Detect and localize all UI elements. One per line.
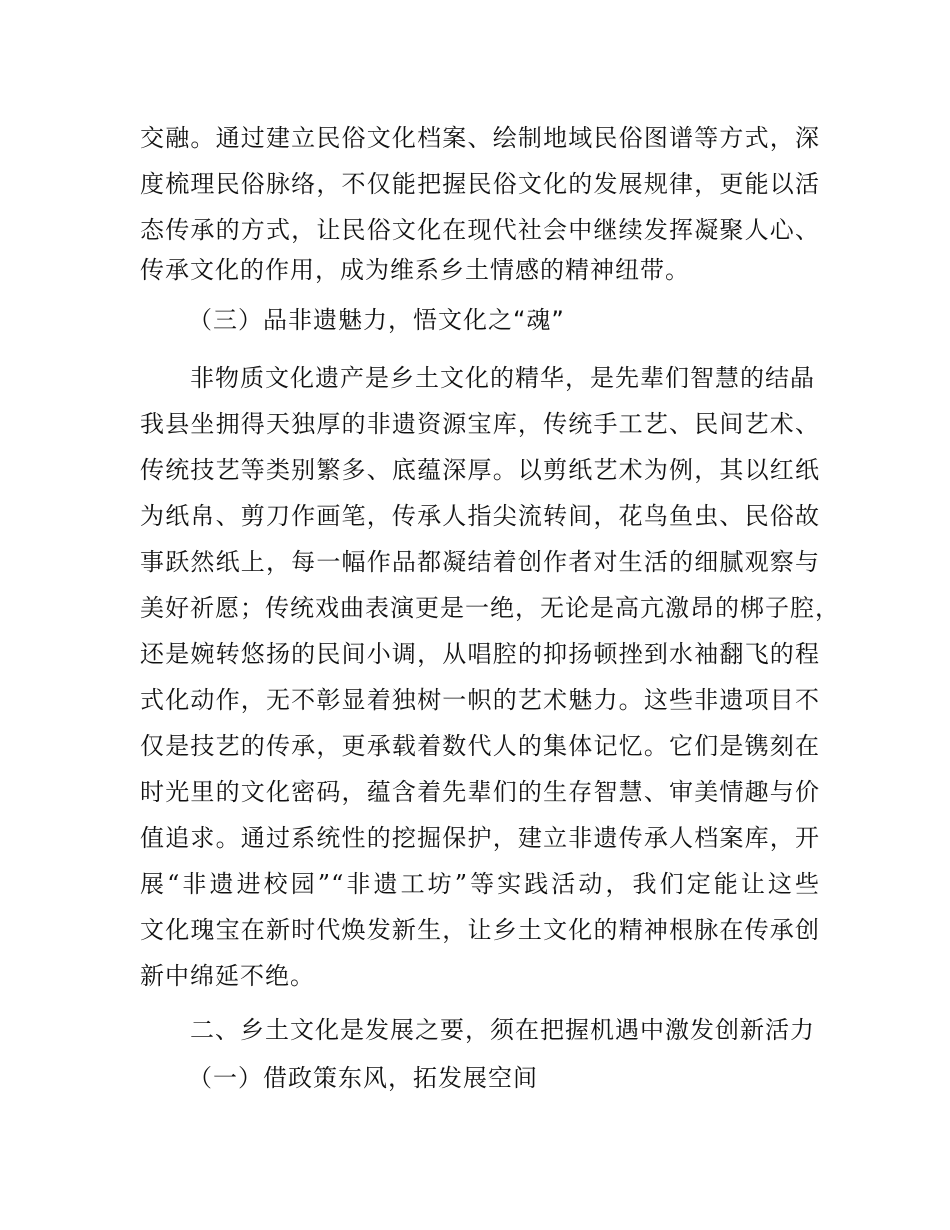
paragraph-line: 值追求。通过系统性的挖掘保护，建立非遗传承人档案库，开 (140, 824, 820, 852)
paragraph-line: 态传承的方式，让民俗文化在现代社会中继续发挥凝聚人心、 (140, 216, 820, 244)
paragraph-line: 仅是技艺的传承，更承载着数代人的集体记忆。它们是镌刻在 (140, 732, 820, 760)
paragraph-line: 文化瑰宝在新时代焕发新生，让乡土文化的精神根脉在传承创 (140, 916, 820, 944)
paragraph-line: 交融。通过建立民俗文化档案、绘制地域民俗图谱等方式，深 (140, 124, 820, 152)
paragraph-line: 我县坐拥得天独厚的非遗资源宝库，传统手工艺、民间艺术、 (140, 410, 820, 438)
paragraph-line: 度梳理民俗脉络，不仅能把握民俗文化的发展规律，更能以活 (140, 170, 820, 198)
paragraph-line: 美好祈愿；传统戏曲表演更是一绝，无论是高亢激昂的梆子腔， (140, 594, 840, 622)
paragraph-line: 传统技艺等类别繁多、底蕴深厚。以剪纸艺术为例，其以红纸 (140, 456, 820, 484)
subsection-heading: （三）品非遗魅力，悟文化之“魂” (188, 306, 565, 334)
paragraph-line: 新中绵延不绝。 (140, 962, 315, 990)
paragraph-line: 传承文化的作用，成为维系乡土情感的精神纽带。 (140, 256, 690, 284)
paragraph-line: 事跃然纸上，每一幅作品都凝结着创作者对生活的细腻观察与 (140, 548, 820, 576)
paragraph-line: 为纸帛、剪刀作画笔，传承人指尖流转间，花鸟鱼虫、民俗故 (140, 502, 820, 530)
subsection-heading: （一）借政策东风，拓发展空间 (188, 1064, 538, 1092)
paragraph-line: 非物质文化遗产是乡土文化的精华，是先辈们智慧的结晶 (190, 364, 815, 392)
paragraph-line: 式化动作，无不彰显着独树一帜的艺术魅力。这些非遗项目不 (140, 686, 820, 714)
paragraph-line: 时光里的文化密码，蕴含着先辈们的生存智慧、审美情趣与价 (140, 778, 820, 806)
section-heading: 二、乡土文化是发展之要，须在把握机遇中激发创新活力 (190, 1016, 815, 1044)
paragraph-line: 还是婉转悠扬的民间小调，从唱腔的抑扬顿挫到水袖翻飞的程 (140, 640, 820, 668)
paragraph-line: 展“非遗进校园”“非遗工坊”等实践活动，我们定能让这些 (140, 870, 820, 898)
